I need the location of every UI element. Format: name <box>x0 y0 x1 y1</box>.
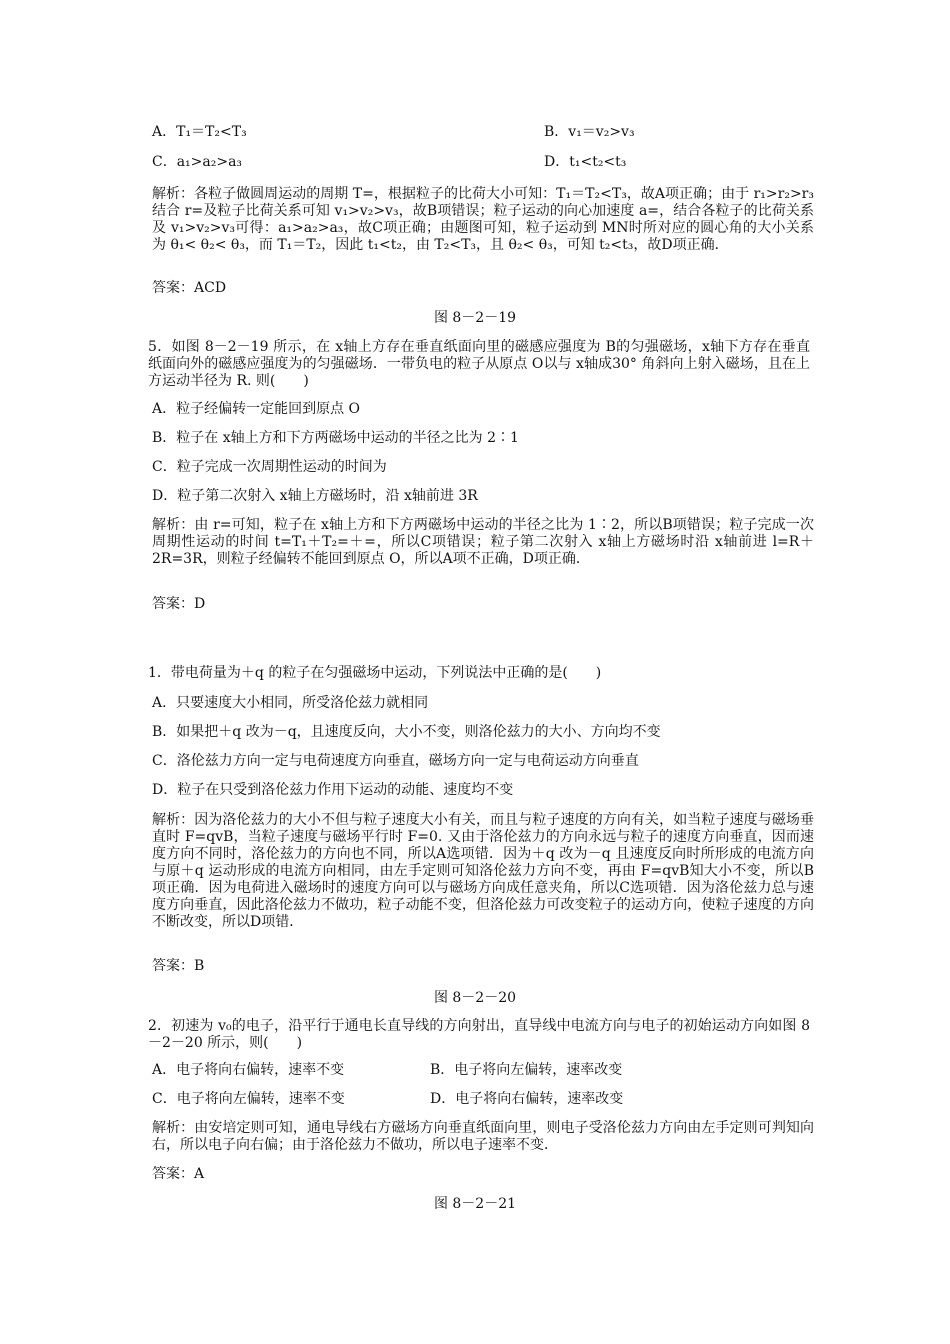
q5-answer: 答案：D <box>152 596 206 612</box>
q4-option-b: B．v₁＝v₂>v₃ <box>544 124 635 140</box>
q4-option-a: A．T₁＝T₂<T₃ <box>152 124 247 140</box>
q1-option-c: C．洛伦兹力方向一定与电荷速度方向垂直，磁场方向一定与电荷运动方向垂直 <box>152 753 639 769</box>
q1-option-b: B．如果把＋q 改为－q，且速度反向，大小不变，则洛伦兹力的大小、方向均不变 <box>152 724 661 740</box>
q2-answer: 答案：A <box>152 1166 205 1182</box>
q5-option-c: C．粒子完成一次周期性运动的时间为 <box>152 459 387 475</box>
q2-option-d: D．电子将向右偏转，速率改变 <box>430 1091 624 1107</box>
q4-answer: 答案：ACD <box>152 280 227 296</box>
q5-option-b: B．粒子在 x轴上方和下方两磁场中运动的半径之比为 2∶1 <box>152 430 519 446</box>
figure-caption-20: 图 8－2－20 <box>433 990 517 1006</box>
q2-option-b: B．电子将向左偏转，速率改变 <box>430 1062 623 1078</box>
q1-answer: 答案：B <box>152 958 205 974</box>
q2-stem: 2．初速为 v₀的电子，沿平行于通电长直导线的方向射出，直导线中电流方向与电子的初始运动方向如图 8－2－20 所示，则( ) <box>148 1018 810 1051</box>
q1-stem: 1．带电荷量为＋q 的粒子在匀强磁场中运动，下列说法中正确的是( ) <box>148 665 602 681</box>
q2-option-a: A．电子将向右偏转，速率不变 <box>152 1062 345 1078</box>
q4-option-c: C．a₁>a₂>a₃ <box>152 154 243 170</box>
q5-analysis: 解析：由 r=可知，粒子在 x轴上方和下方两磁场中运动的半径之比为 1∶2，所以B项错误；粒子完成一次周期性运动的时间 t=T₁＋T₂=＋=，所以C项错误；粒子第二次射入 x轴上方磁场时沿 x轴前进 l=R＋2R=3R，则粒子经偏转不能回到原点 O，所以A项不正确，D项正确． <box>152 517 814 567</box>
q4-analysis: 解析：各粒子做圆周运动的周期 T=，根据粒子的比荷大小可知：T₁＝T₂<T₃，故A项正确；由于 r₁>r₂>r₃结合 r=及粒子比荷关系可知 v₁>v₂>v₃，故B项错误；粒子运动的向心加速度 a=，结合各粒子的比荷关系及 v₁>v₂>v₃可得：a₁>a₂>a₃，故C项正确；由题图可知，粒子运动到 MN时所对应的圆心角的大小关系为 θ₁< θ₂< θ₃，而 T₁＝T₂，因此 t₁<t₂，由 T₂<T₃，且 θ₂< θ₃，可知 t₂<t₃，故D项正确． <box>152 186 814 253</box>
q1-option-a: A．只要速度大小相同，所受洛伦兹力就相同 <box>152 695 429 711</box>
q5-stem: 5．如图 8－2－19 所示，在 x轴上方存在垂直纸面向里的磁感应强度为 B的匀强磁场，x轴下方存在垂直纸面向外的磁感应强度为的匀强磁场．一带负电的粒子从原点 O以与 x轴成30° 角斜向上射入磁场，且在上方运动半径为 R. 则( ) <box>148 339 810 389</box>
q2-option-c: C．电子将向左偏转，速率不变 <box>152 1091 345 1107</box>
q5-option-a: A．粒子经偏转一定能回到原点 O <box>152 401 361 417</box>
figure-caption-19: 图 8－2－19 <box>433 310 517 326</box>
q5-option-d: D．粒子第二次射入 x轴上方磁场时，沿 x轴前进 3R <box>152 488 478 504</box>
q1-option-d: D．粒子在只受到洛伦兹力作用下运动的动能、速度均不变 <box>152 782 514 798</box>
figure-caption-21: 图 8－2－21 <box>433 1196 517 1212</box>
q4-option-d: D．t₁<t₂<t₃ <box>544 154 627 170</box>
q2-analysis: 解析：由安培定则可知，通电导线右方磁场方向垂直纸面向里，则电子受洛伦兹力方向由左手定则可判知向右，所以电子向右偏；由于洛伦兹力不做功，所以电子速率不变． <box>152 1120 814 1153</box>
q1-analysis: 解析：因为洛伦兹力的大小不但与粒子速度大小有关，而且与粒子速度的方向有关，如当粒子速度与磁场垂直时 F=qvB，当粒子速度与磁场平行时 F=0. 又由于洛伦兹力的方向永远与粒子的速度方向垂直，因而速度方向不同时，洛伦兹力的方向也不同，所以A选项错．因为＋q 改为－q 且速度反向时所形成的电流方向与原＋q 运动形成的电流方向相同，由左手定则可知洛伦兹力方向不变，再由 F=qvB知大小不变，所以B项正确．因为电荷进入磁场时的速度方向可以与磁场方向成任意夹角，所以C选项错．因为洛伦兹力总与速度方向垂直，因此洛伦兹力不做功，粒子动能不变，但洛伦兹力可改变粒子的运动方向，使粒子速度的方向不断改变，所以D项错． <box>152 812 814 930</box>
